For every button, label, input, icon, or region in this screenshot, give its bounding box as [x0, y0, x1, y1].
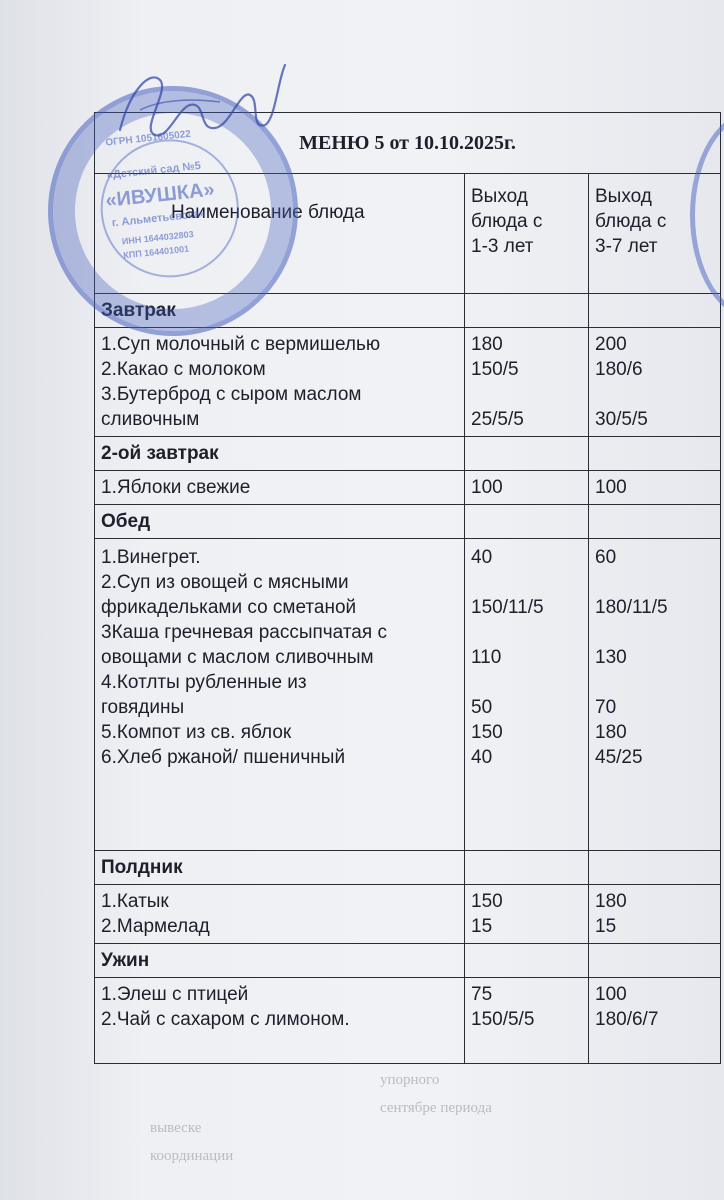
dish-item: 5.Компот из св. яблок — [101, 722, 292, 743]
dish-list — [95, 471, 465, 505]
dish-item: 1.Винегрет. — [101, 547, 201, 568]
dish-item: 3.Бутерброд с сыром маслом — [101, 384, 362, 405]
signature — [100, 50, 290, 160]
dishes-row-breakfast — [95, 328, 721, 437]
section-row-lunch — [95, 505, 721, 539]
stamp-text-top: «Детский сад №5 — [106, 159, 202, 182]
dish-list — [95, 978, 465, 1064]
bleed-through-text: сентябре периода — [380, 1100, 492, 1116]
output-1-3-list: 150 15 — [465, 885, 589, 944]
stamp-text-ogrn: ОГРН 1051605022 — [104, 128, 192, 149]
header-output-1-3: Выход блюда с 1-3 лет — [465, 174, 589, 294]
dish-item: 1.Катык — [101, 891, 169, 912]
output-3-7-list: 200 180/6 30/5/5 — [589, 328, 721, 437]
output-3-7-list: 60 180/11/5 130 70 180 45/25 — [589, 539, 721, 851]
section-label: Ужин — [95, 944, 465, 978]
bleed-through-text: вывеске — [150, 1120, 202, 1136]
section-label: Обед — [95, 505, 465, 539]
dish-item: 3Каша гречневая рассыпчатая с — [101, 622, 387, 643]
output-1-3-list: 100 — [465, 471, 589, 505]
header-output-3-7: Выход блюда с 3-7 лет — [589, 174, 721, 294]
stamp-text-main: «ИВУШКА» — [104, 178, 216, 212]
output-3-7-list: 180 15 — [589, 885, 721, 944]
stamp-text-city: г. Альметьевска» — [111, 207, 207, 230]
dishes-row-lunch — [95, 539, 721, 851]
dish-item: 1.Элеш с птицей — [101, 984, 249, 1005]
dish-item: фрикадельками со сметаной — [101, 597, 357, 618]
menu-title: МЕНЮ 5 от 10.10.2025г. — [95, 113, 721, 174]
bleed-through-text: упорного — [380, 1072, 440, 1088]
stamp-text-kpp: КПП 164401001 — [122, 243, 190, 261]
section-row-afternoon-snack — [95, 851, 721, 885]
output-1-3-list: 40 150/11/5 110 50 150 40 — [465, 539, 589, 851]
bleed-through-text: координации — [150, 1148, 234, 1164]
header-dish-name: Наименование блюда — [95, 174, 465, 294]
output-1-3-list: 75 150/5/5 — [465, 978, 589, 1064]
dish-item: 1.Суп молочный с вермишелью — [101, 334, 381, 355]
section-row-second-breakfast — [95, 437, 721, 471]
dish-list — [95, 539, 465, 851]
dish-item: 4.Котлты рубленные из — [101, 672, 307, 693]
dish-list — [95, 885, 465, 944]
dish-item: 2.Какао с молоком — [101, 359, 266, 380]
dish-item: 2.Суп из овощей с мясными — [101, 572, 349, 593]
dish-list — [95, 328, 465, 437]
section-label: Завтрак — [95, 294, 465, 328]
section-label: Полдник — [95, 851, 465, 885]
dish-item: говядины — [101, 697, 185, 718]
section-row-dinner — [95, 944, 721, 978]
dishes-row-afternoon-snack — [95, 885, 721, 944]
output-1-3-list: 180 150/5 25/5/5 — [465, 328, 589, 437]
dish-item: 2.Чай с сахаром с лимоном. — [101, 1009, 350, 1030]
dish-item: 2.Мармелад — [101, 916, 210, 937]
output-3-7-list: 100 180/6/7 — [589, 978, 721, 1064]
stamp-text-inn: ИНН 1644032803 — [121, 229, 195, 247]
dishes-row-dinner — [95, 978, 721, 1064]
dishes-row-second-breakfast — [95, 471, 721, 505]
dish-item: сливочным — [101, 409, 200, 430]
dish-item: 6.Хлеб ржаной/ пшеничный — [101, 747, 346, 768]
dish-item: овощами с маслом сливочным — [101, 647, 374, 668]
output-3-7-list: 100 — [589, 471, 721, 505]
dish-item: 1.Яблоки свежие — [101, 477, 251, 498]
section-label: 2-ой завтрак — [95, 437, 465, 471]
